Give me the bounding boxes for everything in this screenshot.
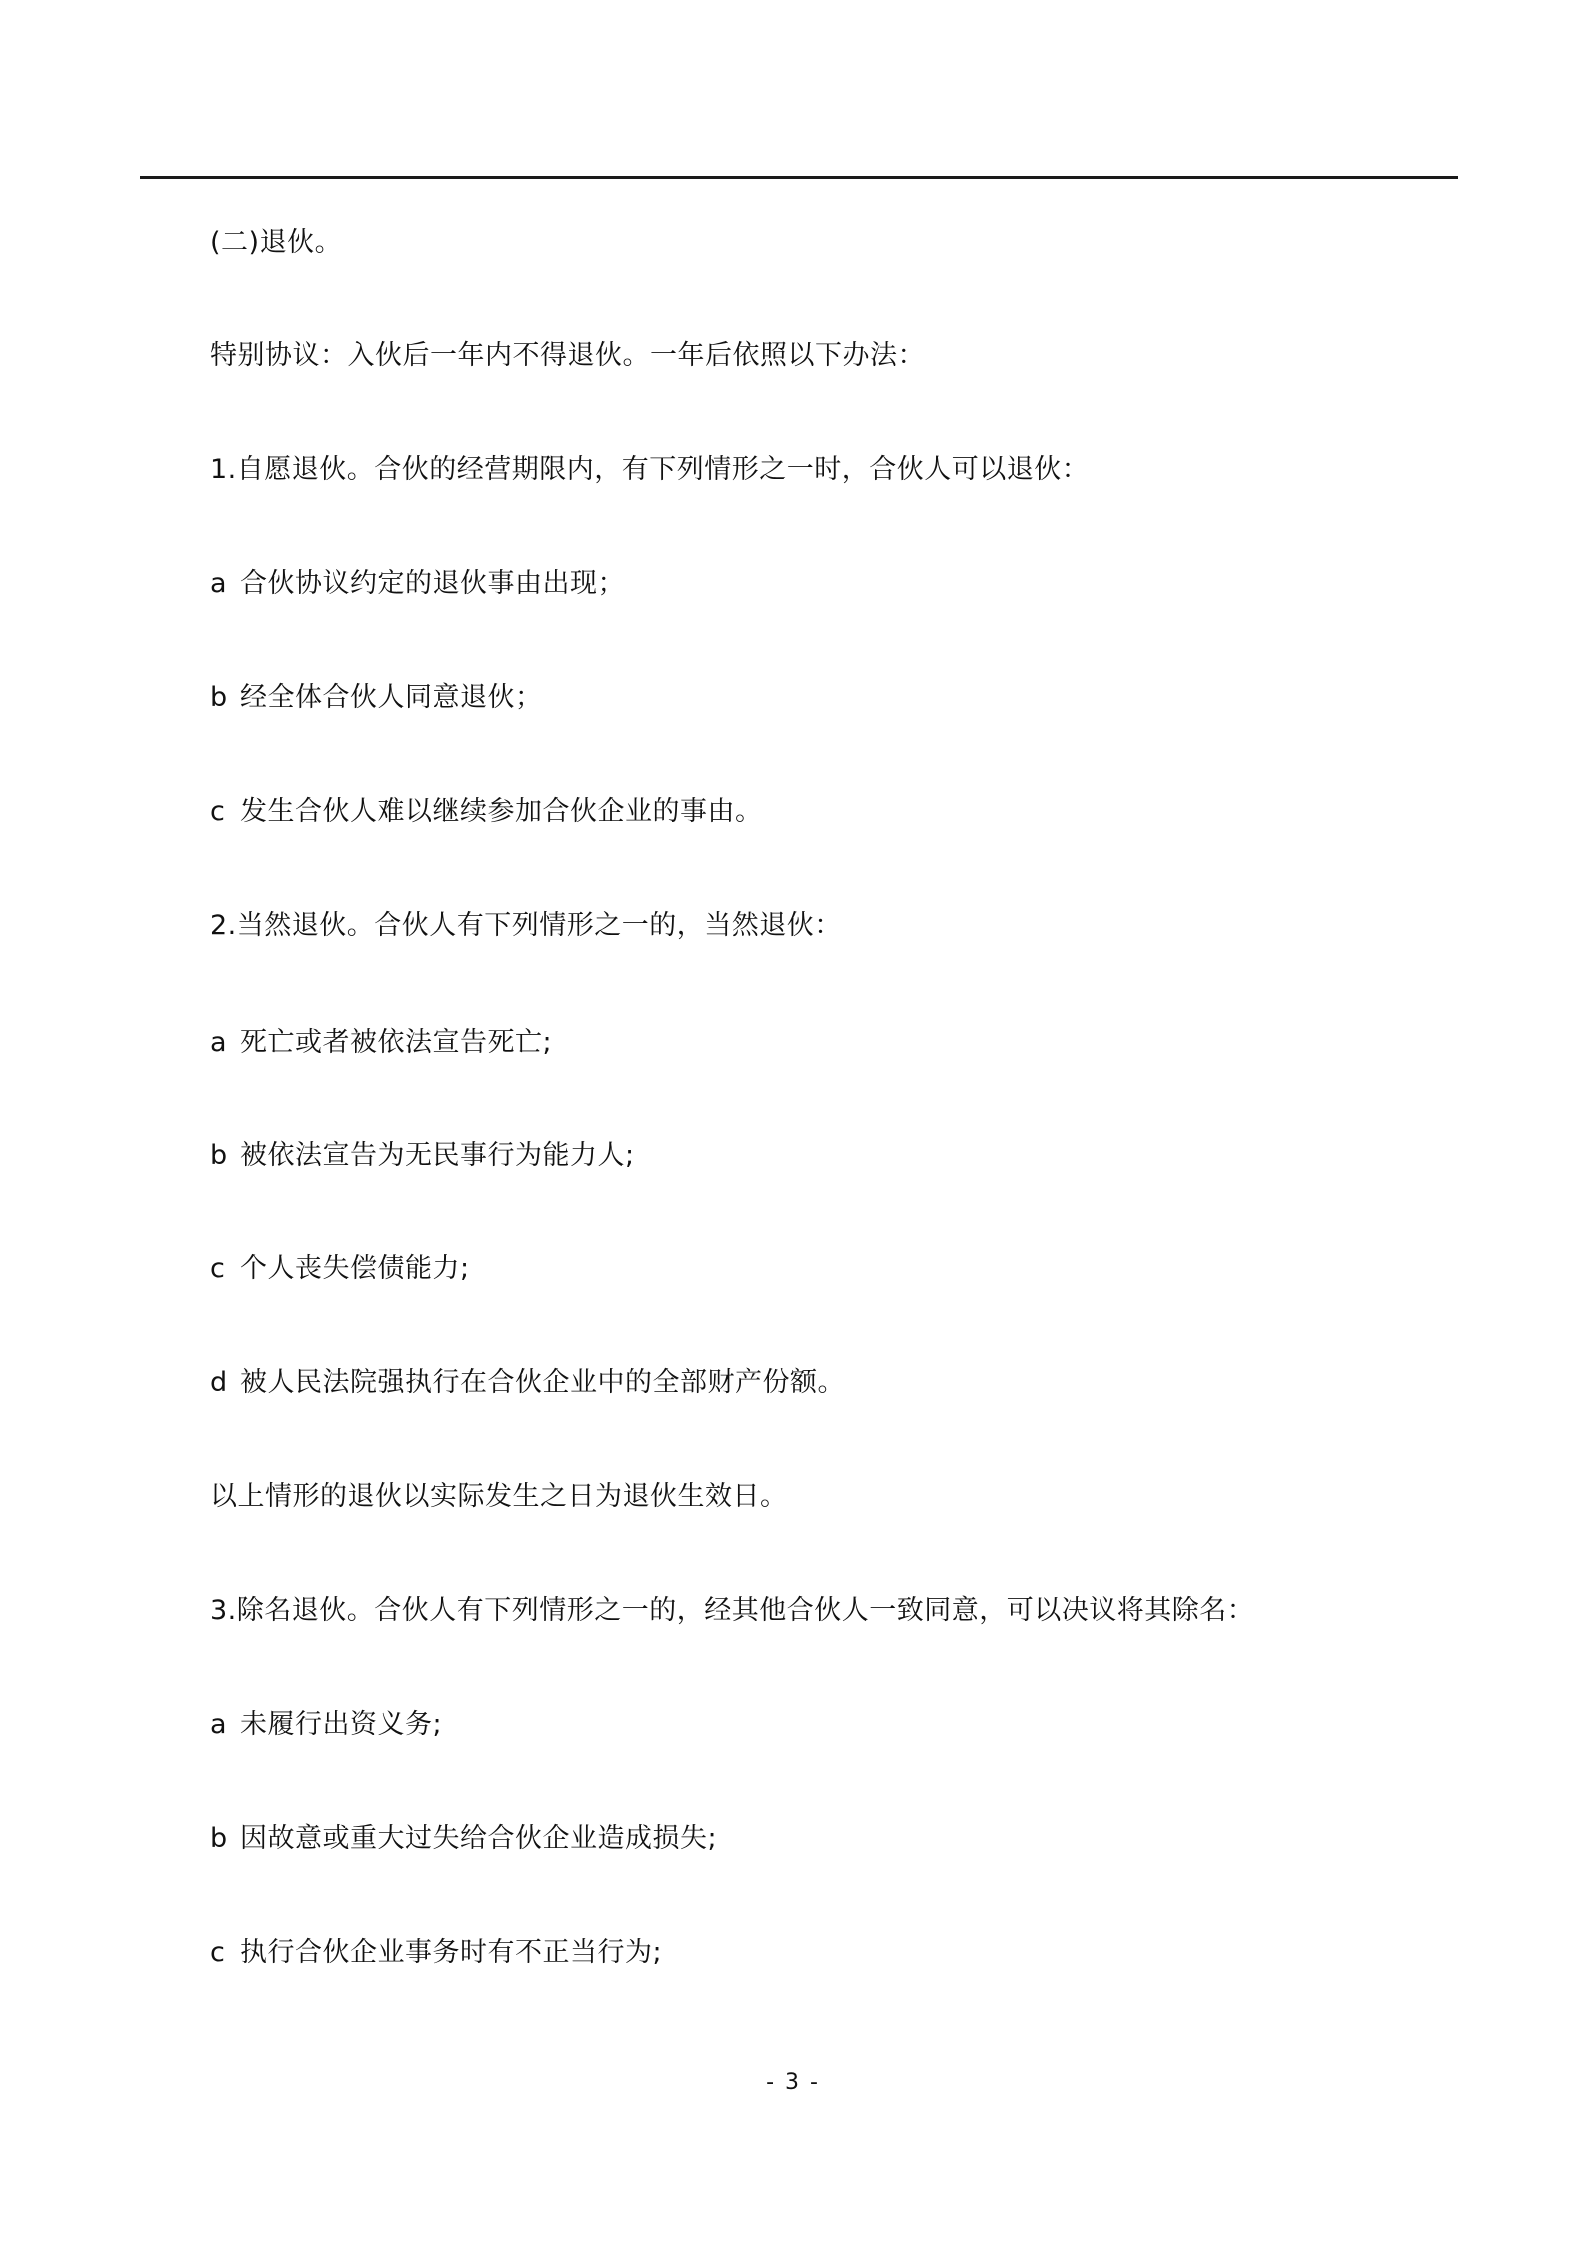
- list-item-text: 被人民法院强执行在合伙企业中的全部财产份额。: [240, 1367, 845, 1398]
- expulsion-withdrawal-paragraph: [210, 1593, 1254, 1629]
- line-text: 3.除名退伙。合伙人有下列情形之一的，经其他合伙人一致同意，可以决议将其除名：: [210, 1595, 1255, 1626]
- list-item: [210, 1935, 662, 1971]
- effective-date-paragraph: [210, 1479, 788, 1515]
- header-rule: [140, 176, 1458, 179]
- list-marker: a: [210, 1027, 228, 1058]
- list-item-text: 未履行出资义务;: [240, 1709, 443, 1740]
- list-item: [210, 1821, 717, 1857]
- list-item: [210, 794, 763, 830]
- list-marker: d: [210, 1367, 228, 1398]
- list-marker: b: [210, 1823, 228, 1854]
- voluntary-withdrawal-paragraph: [210, 452, 1089, 488]
- list-item: [210, 1707, 442, 1743]
- list-marker: b: [210, 1140, 228, 1171]
- list-marker: c: [210, 796, 226, 827]
- list-marker: c: [210, 1253, 226, 1284]
- list-item: [210, 1138, 635, 1174]
- list-marker: a: [210, 1709, 228, 1740]
- list-item: [210, 1025, 552, 1061]
- list-marker: a: [210, 568, 228, 599]
- page-number: - 3 -: [766, 2070, 820, 2095]
- line-text: (二)退伙。: [210, 227, 343, 258]
- line-text: 2.当然退伙。合伙人有下列情形之一的，当然退伙：: [210, 910, 842, 941]
- list-item-text: 因故意或重大过失给合伙企业造成损失;: [240, 1823, 718, 1854]
- list-item-text: 执行合伙企业事务时有不正当行为;: [240, 1937, 663, 1968]
- list-item-text: 死亡或者被依法宣告死亡;: [240, 1027, 553, 1058]
- list-item-text: 合伙协议约定的退伙事由出现；: [240, 568, 625, 599]
- section-heading-withdrawal: [210, 225, 342, 261]
- line-text: 以上情形的退伙以实际发生之日为退伙生效日。: [210, 1481, 788, 1512]
- list-marker: b: [210, 682, 228, 713]
- list-marker: c: [210, 1937, 226, 1968]
- special-agreement-paragraph: [210, 338, 925, 374]
- list-item-text: 发生合伙人难以继续参加合伙企业的事由。: [240, 796, 763, 827]
- natural-withdrawal-paragraph: [210, 908, 842, 944]
- list-item-text: 被依法宣告为无民事行为能力人;: [240, 1140, 635, 1171]
- list-item: [210, 566, 625, 602]
- list-item-text: 个人丧失偿债能力;: [240, 1253, 470, 1284]
- line-text: 特别协议：入伙后一年内不得退伙。一年后依照以下办法：: [210, 340, 925, 371]
- list-item: [210, 1251, 470, 1287]
- list-item: [210, 680, 543, 716]
- line-text: 1.自愿退伙。合伙的经营期限内，有下列情形之一时，合伙人可以退伙：: [210, 454, 1090, 485]
- list-item-text: 经全体合伙人同意退伙；: [240, 682, 543, 713]
- list-item: [210, 1365, 845, 1401]
